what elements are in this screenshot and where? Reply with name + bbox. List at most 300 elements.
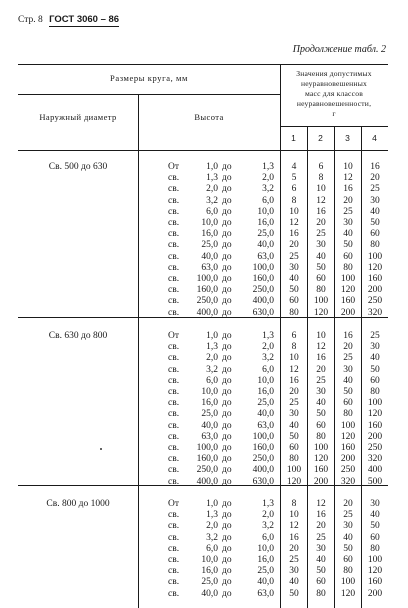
height-range-separator: до <box>222 342 232 353</box>
height-from: 2,0 <box>206 184 218 195</box>
class-1-value: 20 <box>289 543 299 554</box>
header-class-4: 4 <box>372 133 377 143</box>
height-from: 1,3 <box>206 510 218 521</box>
height-from: 3,2 <box>206 532 218 543</box>
class-3-value: 60 <box>343 398 353 409</box>
header-class-2: 2 <box>318 133 323 143</box>
class-1-value: 40 <box>289 420 299 431</box>
class-1-value: 10 <box>289 510 299 521</box>
height-range-separator: до <box>222 521 232 532</box>
class-1-value: 25 <box>289 398 299 409</box>
class-2-value: 30 <box>316 240 326 251</box>
class-1-value: 16 <box>289 229 299 240</box>
height-from: 6,0 <box>206 375 218 386</box>
scan-speck <box>100 448 102 450</box>
class-1-value: 12 <box>289 364 299 375</box>
class-4-value: 60 <box>370 229 380 240</box>
height-from: 250,0 <box>196 296 218 307</box>
class-3-value: 40 <box>343 375 353 386</box>
class-3-value: 100 <box>340 274 356 284</box>
table-row <box>18 274 388 284</box>
class-3-value: 160 <box>340 443 356 453</box>
class-4-value: 80 <box>370 240 380 251</box>
class-4-value: 100 <box>367 398 383 409</box>
height-from: 63,0 <box>201 262 218 273</box>
height-to: 250,0 <box>252 454 274 465</box>
height-from: 100,0 <box>196 274 218 284</box>
class-3-value: 80 <box>343 262 353 273</box>
class-1-value: 40 <box>289 577 299 588</box>
class-1-value: 20 <box>289 387 299 397</box>
table-row <box>18 365 388 375</box>
height-range-separator: до <box>222 218 232 228</box>
header-circle-sizes: Размеры круга, мм <box>110 73 188 83</box>
height-to: 16,0 <box>257 218 274 228</box>
class-2-value: 40 <box>316 251 326 262</box>
class-4-value: 160 <box>367 420 383 431</box>
class-1-value: 30 <box>289 409 299 420</box>
class-4-value: 16 <box>370 162 380 172</box>
header-values-line: Значения допустимых <box>296 69 372 78</box>
height-prefix: св. <box>168 566 180 577</box>
page-header <box>18 14 119 25</box>
class-2-value: 40 <box>316 398 326 409</box>
header-allowable-unbalance <box>280 69 388 119</box>
height-from: 1,0 <box>206 162 218 172</box>
class-1-value: 6 <box>291 331 297 341</box>
height-prefix: св. <box>168 353 180 364</box>
table-row <box>18 162 388 172</box>
class-4-value: 200 <box>367 285 383 296</box>
height-range-separator: до <box>222 173 232 184</box>
class-4-value: 320 <box>367 454 383 465</box>
header-bottom-rule <box>18 150 388 151</box>
height-to: 6,0 <box>262 532 274 543</box>
class-3-value: 250 <box>340 465 356 476</box>
class-2-value: 25 <box>316 532 326 543</box>
class-1-value: 12 <box>289 521 299 532</box>
height-to: 1,3 <box>262 499 274 509</box>
table-row <box>18 331 388 341</box>
class-2-value: 60 <box>316 274 326 284</box>
height-to: 160,0 <box>252 443 274 453</box>
table-row <box>18 533 388 543</box>
height-range-separator: до <box>222 454 232 465</box>
table-row <box>18 296 388 306</box>
height-from: 16,0 <box>201 566 218 577</box>
table-row <box>18 577 388 587</box>
class-3-value: 20 <box>343 342 353 353</box>
class-3-value: 40 <box>343 532 353 543</box>
class-3-value: 320 <box>340 476 356 487</box>
table-row <box>18 398 388 408</box>
height-range-separator: до <box>222 331 232 341</box>
class-2-value: 40 <box>316 555 326 565</box>
class-4-value: 60 <box>370 375 380 386</box>
height-to: 160,0 <box>252 274 274 284</box>
class-4-value: 250 <box>367 296 383 307</box>
height-from: 25,0 <box>201 577 218 588</box>
class-2-value: 16 <box>316 353 326 364</box>
height-prefix: св. <box>168 184 180 195</box>
outer-diameter-range: Св. 500 до 630 <box>48 162 108 172</box>
class-3-value: 50 <box>343 543 353 554</box>
class-1-value: 50 <box>289 285 299 296</box>
table-row <box>18 454 388 464</box>
class-2-value: 50 <box>316 409 326 420</box>
height-range-separator: до <box>222 364 232 375</box>
height-prefix: св. <box>168 173 180 184</box>
height-from: 25,0 <box>201 409 218 420</box>
class-1-value: 10 <box>289 353 299 364</box>
height-prefix: св. <box>168 285 180 296</box>
height-to: 250,0 <box>252 285 274 296</box>
class-3-value: 40 <box>343 229 353 240</box>
class-1-value: 80 <box>289 307 299 318</box>
height-prefix: св. <box>168 364 180 375</box>
height-from: 1,0 <box>206 331 218 341</box>
class-4-value: 40 <box>370 510 380 521</box>
height-to: 40,0 <box>257 240 274 251</box>
class-3-value: 25 <box>343 510 353 521</box>
height-prefix: св. <box>168 588 180 599</box>
height-range-separator: до <box>222 387 232 397</box>
header-rule-sizes <box>18 94 280 95</box>
height-prefix: св. <box>168 577 180 588</box>
height-prefix: св. <box>168 195 180 206</box>
height-prefix: св. <box>168 555 180 565</box>
height-prefix: св. <box>168 398 180 409</box>
class-4-value: 250 <box>367 443 383 453</box>
class-1-value: 60 <box>289 443 299 453</box>
height-range-separator: до <box>222 251 232 262</box>
height-prefix: св. <box>168 532 180 543</box>
height-range-separator: до <box>222 184 232 195</box>
height-to: 400,0 <box>252 465 274 476</box>
class-2-value: 12 <box>316 342 326 353</box>
class-3-value: 50 <box>343 387 353 397</box>
height-from: 2,0 <box>206 521 218 532</box>
header-values-line: масс для классов <box>305 89 363 98</box>
table-continuation-caption: Продолжение табл. 2 <box>292 44 386 55</box>
class-4-value: 30 <box>370 195 380 206</box>
class-3-value: 100 <box>340 577 356 588</box>
height-from: 400,0 <box>196 476 218 487</box>
height-to: 100,0 <box>252 431 274 442</box>
height-to: 6,0 <box>262 364 274 375</box>
class-3-value: 100 <box>340 420 356 431</box>
class-2-value: 16 <box>316 510 326 521</box>
height-range-separator: до <box>222 409 232 420</box>
class-2-value: 20 <box>316 218 326 228</box>
class-4-value: 25 <box>370 184 380 195</box>
height-prefix: св. <box>168 543 180 554</box>
class-4-value: 200 <box>367 431 383 442</box>
class-3-value: 20 <box>343 499 353 509</box>
height-prefix: св. <box>168 240 180 251</box>
height-prefix: св. <box>168 307 180 318</box>
class-3-value: 16 <box>343 184 353 195</box>
height-range-separator: до <box>222 285 232 296</box>
header-values-line: неуравновешенности, <box>296 99 372 108</box>
class-2-value: 100 <box>313 296 329 307</box>
table-row <box>18 196 388 206</box>
class-1-value: 40 <box>289 274 299 284</box>
class-3-value: 80 <box>343 566 353 577</box>
class-1-value: 4 <box>291 162 297 172</box>
height-from: 10,0 <box>201 555 218 565</box>
height-prefix: св. <box>168 296 180 307</box>
class-3-value: 200 <box>340 307 356 318</box>
class-1-value: 16 <box>289 375 299 386</box>
class-1-value: 5 <box>291 173 297 184</box>
class-4-value: 30 <box>370 499 380 509</box>
height-to: 10,0 <box>257 375 274 386</box>
table-row <box>18 477 388 487</box>
height-to: 25,0 <box>257 398 274 409</box>
class-1-value: 12 <box>289 218 299 228</box>
height-from: 10,0 <box>201 387 218 397</box>
class-1-value: 30 <box>289 566 299 577</box>
class-4-value: 50 <box>370 364 380 375</box>
height-from: 16,0 <box>201 229 218 240</box>
class-1-value: 6 <box>291 184 297 195</box>
table-row <box>18 342 388 352</box>
class-2-value: 80 <box>316 285 326 296</box>
height-to: 3,2 <box>262 521 274 532</box>
height-prefix: св. <box>168 521 180 532</box>
height-prefix: св. <box>168 443 180 453</box>
class-1-value: 60 <box>289 296 299 307</box>
class-1-value: 100 <box>286 465 302 476</box>
class-4-value: 20 <box>370 173 380 184</box>
class-2-value: 60 <box>316 420 326 431</box>
height-prefix: св. <box>168 454 180 465</box>
class-1-value: 50 <box>289 588 299 599</box>
height-to: 63,0 <box>257 588 274 599</box>
height-from: 250,0 <box>196 465 218 476</box>
class-1-value: 25 <box>289 555 299 565</box>
height-prefix: св. <box>168 218 180 228</box>
height-range-separator: до <box>222 240 232 251</box>
class-2-value: 30 <box>316 543 326 554</box>
class-2-value: 120 <box>313 454 329 465</box>
class-4-value: 120 <box>367 566 383 577</box>
height-range-separator: до <box>222 262 232 273</box>
class-3-value: 30 <box>343 218 353 228</box>
table-row <box>18 285 388 295</box>
class-1-value: 80 <box>289 454 299 465</box>
height-from: 25,0 <box>201 240 218 251</box>
height-from: 40,0 <box>201 251 218 262</box>
height-from: 10,0 <box>201 218 218 228</box>
table-row <box>18 510 388 520</box>
height-range-separator: до <box>222 398 232 409</box>
class-2-value: 25 <box>316 229 326 240</box>
table-row <box>18 308 388 318</box>
class-2-value: 80 <box>316 431 326 442</box>
class-3-value: 30 <box>343 521 353 532</box>
height-from: 63,0 <box>201 431 218 442</box>
height-range-separator: до <box>222 274 232 284</box>
class-2-value: 100 <box>313 443 329 453</box>
height-to: 400,0 <box>252 296 274 307</box>
table-row <box>18 252 388 262</box>
class-1-value: 8 <box>291 195 297 206</box>
height-from: 6,0 <box>206 206 218 217</box>
table-row <box>18 240 388 250</box>
height-prefix: От <box>168 162 180 172</box>
height-to: 1,3 <box>262 162 274 172</box>
height-range-separator: до <box>222 532 232 543</box>
class-2-value: 6 <box>318 162 324 172</box>
table-row <box>18 207 388 217</box>
class-3-value: 20 <box>343 195 353 206</box>
class-2-value: 25 <box>316 375 326 386</box>
height-prefix: св. <box>168 375 180 386</box>
header-class-1: 1 <box>291 133 296 143</box>
table-row <box>18 421 388 431</box>
height-from: 160,0 <box>196 285 218 296</box>
class-4-value: 50 <box>370 521 380 532</box>
class-2-value: 80 <box>316 588 326 599</box>
height-to: 6,0 <box>262 195 274 206</box>
height-range-separator: до <box>222 229 232 240</box>
height-range-separator: до <box>222 577 232 588</box>
height-range-separator: до <box>222 566 232 577</box>
table-row <box>18 566 388 576</box>
class-4-value: 40 <box>370 206 380 217</box>
class-4-value: 500 <box>367 476 383 487</box>
class-4-value: 120 <box>367 409 383 420</box>
table-row <box>18 443 388 453</box>
class-4-value: 160 <box>367 577 383 588</box>
height-prefix: св. <box>168 262 180 273</box>
class-1-value: 25 <box>289 251 299 262</box>
height-to: 630,0 <box>252 476 274 487</box>
height-range-separator: до <box>222 206 232 217</box>
height-from: 40,0 <box>201 588 218 599</box>
class-3-value: 12 <box>343 173 353 184</box>
height-prefix: св. <box>168 342 180 353</box>
class-3-value: 120 <box>340 588 356 599</box>
class-2-value: 60 <box>316 577 326 588</box>
height-prefix: св. <box>168 387 180 397</box>
class-2-value: 10 <box>316 331 326 341</box>
class-2-value: 10 <box>316 184 326 195</box>
height-prefix: св. <box>168 251 180 262</box>
class-4-value: 120 <box>367 262 383 273</box>
height-range-separator: до <box>222 476 232 487</box>
class-3-value: 16 <box>343 331 353 341</box>
height-range-separator: до <box>222 162 232 172</box>
outer-diameter-range: Св. 630 до 800 <box>48 331 108 341</box>
height-prefix: св. <box>168 274 180 284</box>
class-1-value: 30 <box>289 262 299 273</box>
page-number: Стр. 8 <box>18 15 43 25</box>
height-range-separator: до <box>222 431 232 442</box>
height-from: 16,0 <box>201 398 218 409</box>
height-to: 25,0 <box>257 566 274 577</box>
header-outer-diameter: Наружный диаметр <box>39 112 117 122</box>
class-3-value: 25 <box>343 206 353 217</box>
height-range-separator: до <box>222 510 232 521</box>
height-to: 25,0 <box>257 229 274 240</box>
class-1-value: 8 <box>291 499 297 509</box>
class-3-value: 60 <box>343 251 353 262</box>
height-to: 630,0 <box>252 307 274 318</box>
class-1-value: 8 <box>291 342 297 353</box>
height-from: 100,0 <box>196 443 218 453</box>
header-values-line: г <box>332 109 336 118</box>
class-3-value: 60 <box>343 555 353 565</box>
class-2-value: 20 <box>316 364 326 375</box>
height-to: 10,0 <box>257 206 274 217</box>
table-row <box>18 409 388 419</box>
height-prefix: От <box>168 331 180 341</box>
class-4-value: 80 <box>370 387 380 397</box>
unbalance-table <box>18 64 388 608</box>
class-2-value: 30 <box>316 387 326 397</box>
height-to: 3,2 <box>262 353 274 364</box>
table-row <box>18 353 388 363</box>
class-2-value: 20 <box>316 521 326 532</box>
height-range-separator: до <box>222 555 232 565</box>
height-range-separator: до <box>222 588 232 599</box>
height-to: 100,0 <box>252 262 274 273</box>
table-row <box>18 229 388 239</box>
height-to: 16,0 <box>257 387 274 397</box>
class-4-value: 40 <box>370 353 380 364</box>
height-prefix: св. <box>168 476 180 487</box>
table-row <box>18 387 388 397</box>
height-prefix: св. <box>168 420 180 431</box>
height-from: 2,0 <box>206 353 218 364</box>
height-to: 40,0 <box>257 577 274 588</box>
class-2-value: 12 <box>316 499 326 509</box>
height-to: 63,0 <box>257 420 274 431</box>
class-2-value: 200 <box>313 476 329 487</box>
table-row <box>18 555 388 565</box>
class-2-value: 8 <box>318 173 324 184</box>
class-3-value: 50 <box>343 240 353 251</box>
class-1-value: 16 <box>289 532 299 543</box>
height-to: 40,0 <box>257 409 274 420</box>
class-1-value: 10 <box>289 206 299 217</box>
table-row <box>18 544 388 554</box>
outer-diameter-range: Св. 800 до 1000 <box>46 499 110 509</box>
height-from: 3,2 <box>206 364 218 375</box>
height-from: 1,3 <box>206 342 218 353</box>
class-4-value: 80 <box>370 543 380 554</box>
class-2-value: 50 <box>316 262 326 273</box>
class-3-value: 80 <box>343 409 353 420</box>
height-prefix: св. <box>168 206 180 217</box>
class-4-value: 60 <box>370 532 380 543</box>
standard-number: ГОСТ 3060 – 86 <box>49 14 120 25</box>
table-row <box>18 218 388 228</box>
height-from: 400,0 <box>196 307 218 318</box>
height-range-separator: до <box>222 353 232 364</box>
height-range-separator: до <box>222 465 232 476</box>
height-to: 10,0 <box>257 543 274 554</box>
table-top-rule <box>18 64 388 65</box>
class-3-value: 120 <box>340 285 356 296</box>
class-4-value: 30 <box>370 342 380 353</box>
height-from: 3,2 <box>206 195 218 206</box>
class-2-value: 16 <box>316 206 326 217</box>
class-4-value: 100 <box>367 555 383 565</box>
